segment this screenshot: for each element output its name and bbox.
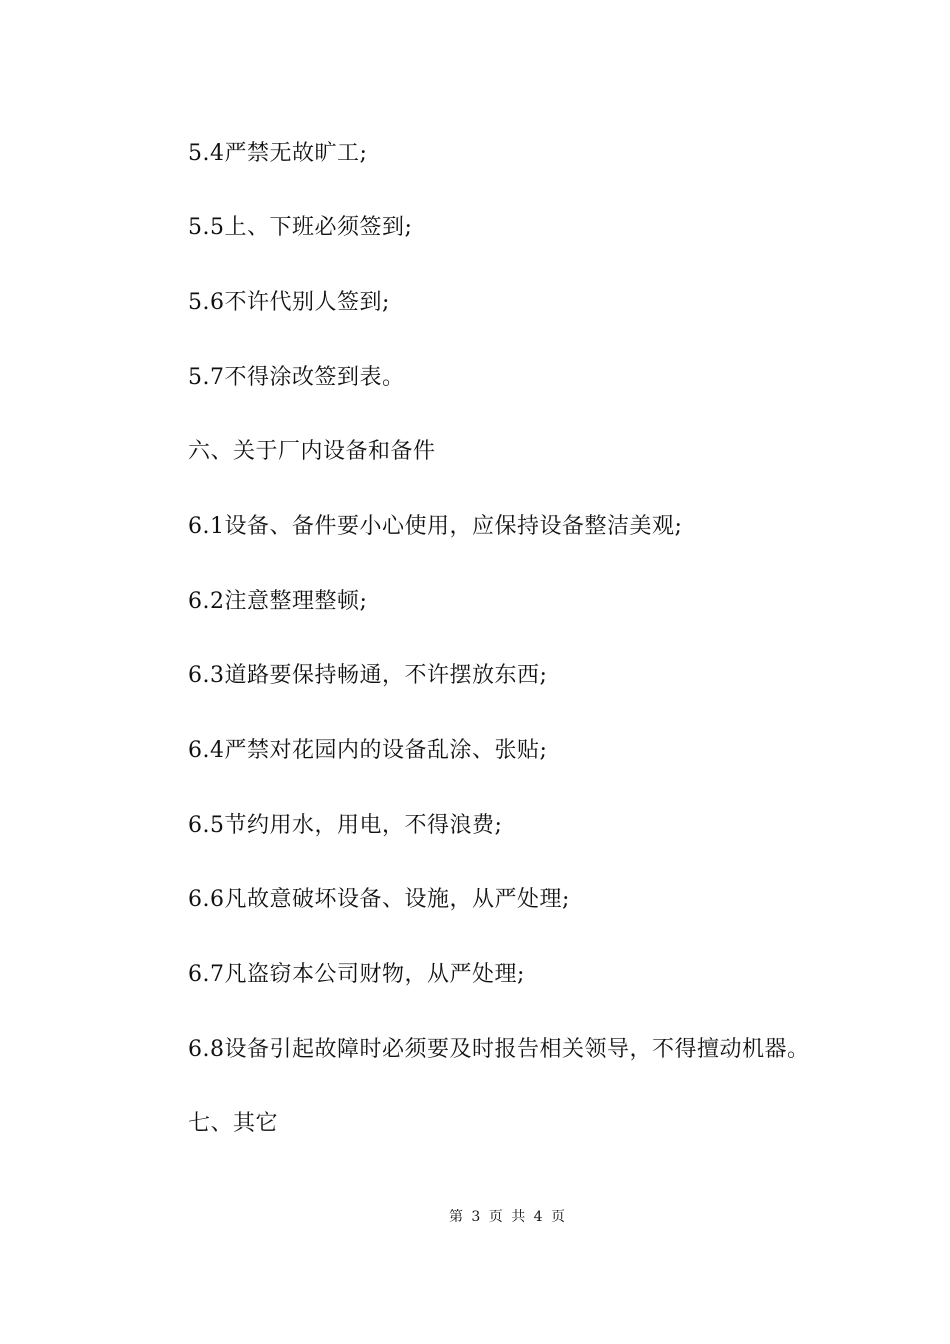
clause-5-6: 5.6不许代别人签到; — [188, 290, 390, 315]
section-7-heading: 七、其它 — [188, 1111, 279, 1136]
clause-6-4: 6.4严禁对花园内的设备乱涂、张贴; — [188, 738, 548, 763]
clause-5-5: 5.5上、下班必须签到; — [188, 215, 413, 240]
clause-6-3: 6.3道路要保持畅通，不许摆放东西; — [188, 663, 548, 688]
clause-5-4: 5.4严禁无故旷工; — [188, 141, 368, 166]
page-number-footer: 第 3 页 共 4 页 — [448, 1209, 568, 1225]
clause-6-5: 6.5节约用水，用电，不得浪费; — [188, 813, 503, 838]
clause-6-1: 6.1设备、备件要小心使用，应保持设备整洁美观; — [188, 514, 683, 539]
clause-6-7: 6.7凡盗窃本公司财物，从严处理; — [188, 962, 525, 987]
section-6-heading: 六、关于厂内设备和备件 — [188, 439, 436, 464]
clause-6-2: 6.2注意整理整顿; — [188, 589, 368, 614]
clause-5-7: 5.7不得涂改签到表。 — [188, 365, 405, 390]
clause-6-6: 6.6凡故意破坏设备、设施，从严处理; — [188, 887, 570, 912]
clause-6-8: 6.8设备引起故障时必须要及时报告相关领导，不得擅动机器。 — [188, 1037, 810, 1062]
